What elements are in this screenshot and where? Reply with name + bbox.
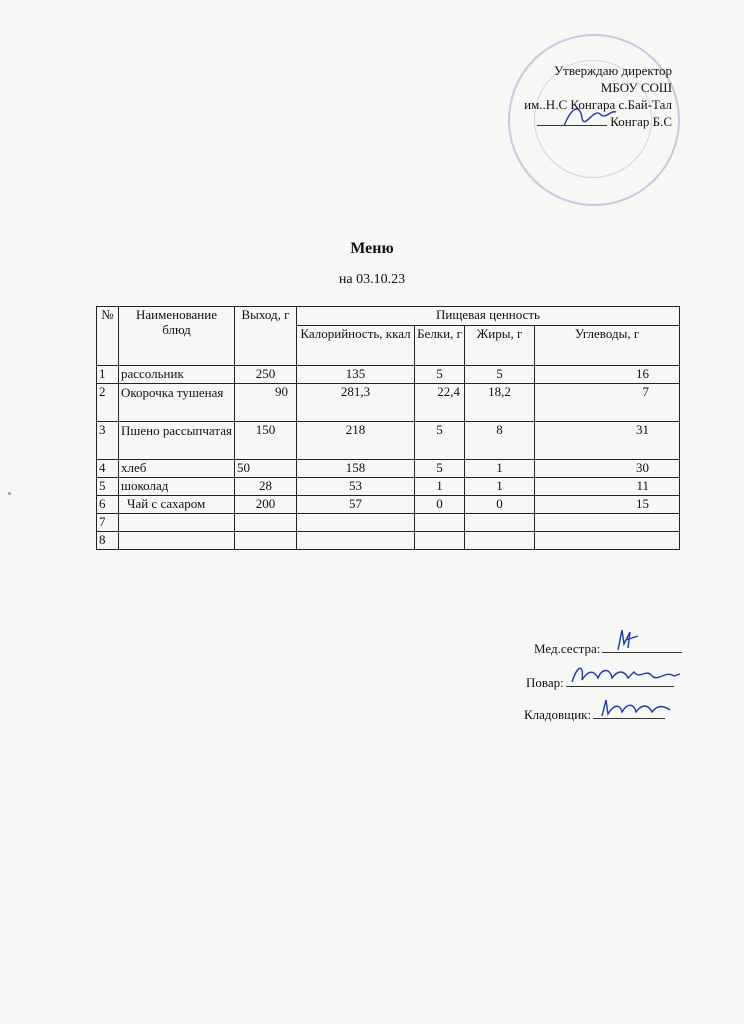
row-output: 150 (235, 422, 297, 460)
document-date: на 03.10.23 (338, 272, 406, 287)
signature-line (537, 125, 607, 126)
row-protein: 1 (415, 478, 465, 496)
row-kcal: 281,3 (297, 384, 415, 422)
row-no: 3 (97, 422, 119, 460)
row-no: 6 (97, 496, 119, 514)
nurse-label: Мед.сестра: (534, 641, 601, 656)
header-name: Наименование блюд (119, 307, 235, 366)
header-carbs: Углеводы, г (535, 326, 680, 366)
row-protein (415, 514, 465, 532)
row-fat: 8 (465, 422, 535, 460)
row-no: 2 (97, 384, 119, 422)
row-kcal: 57 (297, 496, 415, 514)
row-name: рассольник (119, 366, 235, 384)
header-protein: Белки, г (415, 326, 465, 366)
row-output: 28 (235, 478, 297, 496)
table-row (97, 460, 680, 478)
nurse-signature (612, 626, 642, 654)
header-row (97, 307, 680, 326)
row-kcal: 135 (297, 366, 415, 384)
cook-label: Повар: (526, 675, 564, 690)
scan-speck (8, 492, 11, 495)
row-output: 50 (235, 460, 297, 478)
director-name: Конгар Б.С (610, 114, 672, 129)
row-name: Чай с сахаром (119, 496, 235, 514)
row-fat (465, 514, 535, 532)
row-output (235, 532, 297, 550)
menu-table (96, 306, 680, 550)
row-name: Окорочка тушеная (119, 384, 235, 422)
table-row (97, 478, 680, 496)
approval-line-3: им..Н.С Конгара с.Бай-Тал (524, 97, 672, 112)
storekeeper-label: Кладовщик: (524, 707, 592, 722)
row-output: 200 (235, 496, 297, 514)
row-protein: 22,4 (415, 384, 465, 422)
row-no: 4 (97, 460, 119, 478)
row-name: шоколад (119, 478, 235, 496)
table-row (97, 532, 680, 550)
table-row (97, 366, 680, 384)
cook-signature (570, 662, 682, 688)
table-row (97, 422, 680, 460)
header-output: Выход, г (235, 307, 297, 366)
row-carbs (535, 514, 680, 532)
row-name (119, 532, 235, 550)
row-no: 7 (97, 514, 119, 532)
table-row (97, 384, 680, 422)
row-output: 90 (235, 384, 297, 422)
row-carbs: 15 (535, 496, 680, 514)
header-fat: Жиры, г (465, 326, 535, 366)
row-carbs: 30 (535, 460, 680, 478)
row-fat: 1 (465, 478, 535, 496)
table-row (97, 514, 680, 532)
approval-block (524, 62, 672, 130)
row-carbs: 7 (535, 384, 680, 422)
table-row (97, 496, 680, 514)
approval-line-4 (524, 113, 672, 130)
row-carbs (535, 532, 680, 550)
row-no: 8 (97, 532, 119, 550)
row-kcal (297, 514, 415, 532)
row-fat: 0 (465, 496, 535, 514)
row-carbs: 31 (535, 422, 680, 460)
storekeeper-signature (600, 696, 672, 720)
approval-line-1: Утверждаю директор (553, 63, 672, 78)
row-protein: 5 (415, 460, 465, 478)
row-carbs: 11 (535, 478, 680, 496)
row-output (235, 514, 297, 532)
row-name: Пшено рассыпчатая (119, 422, 235, 460)
row-kcal: 53 (297, 478, 415, 496)
row-carbs: 16 (535, 366, 680, 384)
row-protein (415, 532, 465, 550)
header-kcal: Калорийность, ккал (297, 326, 415, 366)
approval-line-2: МБОУ СОШ (600, 80, 672, 95)
row-kcal (297, 532, 415, 550)
document-title: Меню (350, 240, 394, 257)
row-output: 250 (235, 366, 297, 384)
row-fat: 5 (465, 366, 535, 384)
header-nutrition: Пищевая ценность (297, 307, 680, 326)
row-no: 1 (97, 366, 119, 384)
row-protein: 5 (415, 422, 465, 460)
nurse-sign-row (534, 640, 682, 657)
row-protein: 0 (415, 496, 465, 514)
row-protein: 5 (415, 366, 465, 384)
row-fat: 18,2 (465, 384, 535, 422)
header-no: № (97, 307, 119, 366)
row-kcal: 218 (297, 422, 415, 460)
row-fat (465, 532, 535, 550)
row-name: хлеб (119, 460, 235, 478)
row-fat: 1 (465, 460, 535, 478)
row-name (119, 514, 235, 532)
row-kcal: 158 (297, 460, 415, 478)
row-no: 5 (97, 478, 119, 496)
